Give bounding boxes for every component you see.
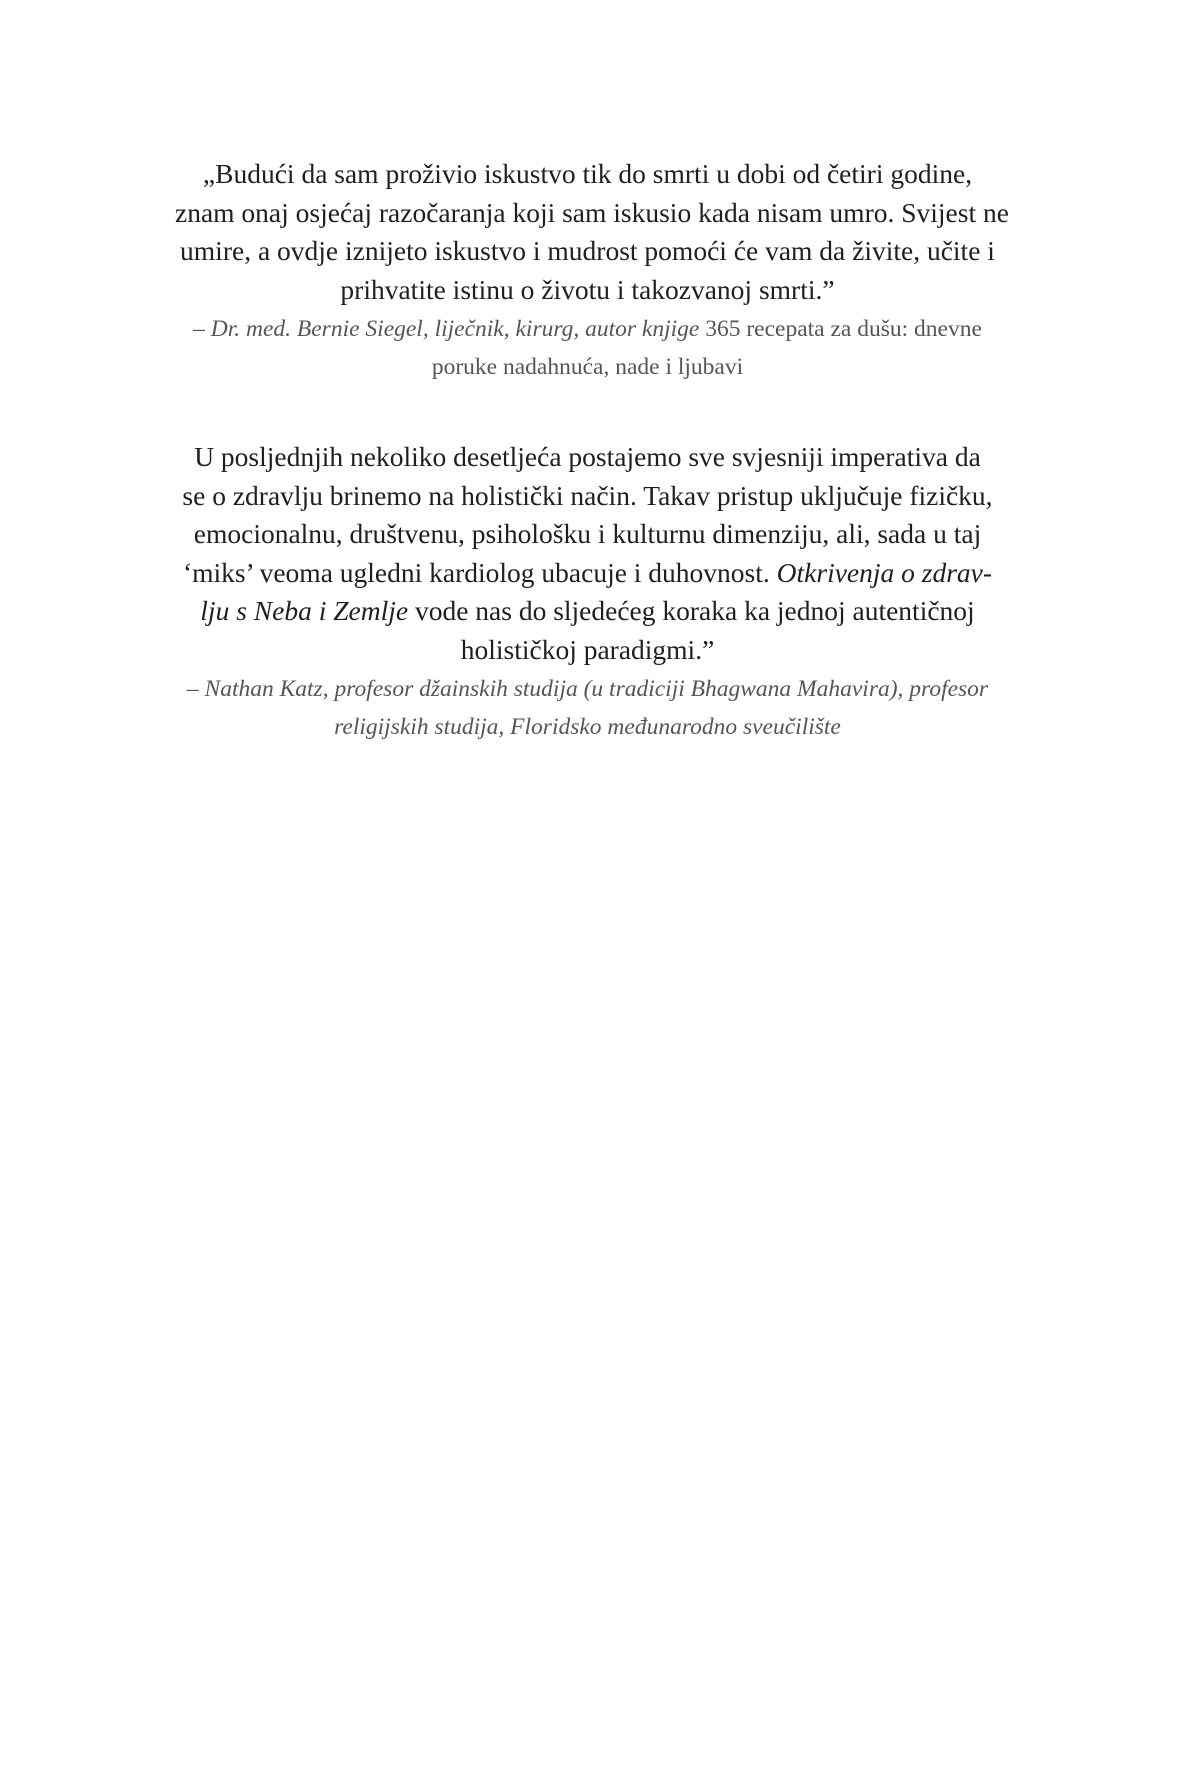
quote-line: emocionalnu, društvenu, psihološku i kulturnu dimenziju, ali, sada u taj: [193, 518, 982, 549]
book-title: Otkrivenja o zdrav-: [776, 556, 993, 588]
quote-line-text: vode nas do sljedećeg koraka ka jednoj autentičnoj: [408, 595, 975, 626]
quote-line: [175, 554, 1000, 593]
attribution-line: – Nathan Katz, profesor džainskih studija (u tradiciji Bhagwana Mahavira), profesor: [186, 676, 989, 702]
testimonial-attribution: [175, 671, 1000, 746]
quote-line: holističkoj paradigmi.”: [460, 633, 715, 665]
quote-line: [175, 592, 1000, 631]
attribution-line: [175, 311, 1000, 349]
testimonial-attribution: [175, 311, 1000, 386]
quote-line: U posljednjih nekoliko desetljeća postajemo sve svjesniji imperativa da: [194, 441, 981, 472]
quote-line-text: ‘miks’ veoma ugledni kardiolog ubacuje i duhovnost.: [182, 556, 777, 588]
testimonial-quote: [175, 438, 1000, 669]
quote-line: znam onaj osjećaj razočaranja koji sam iskusio kada nisam umro. Svijest ne: [175, 196, 1009, 228]
testimonial-siegel: [175, 155, 1009, 386]
testimonial-katz: [175, 438, 1000, 746]
attribution-line: religijskih studija, Floridsko međunarodno sveučilište: [334, 713, 841, 740]
quote-line: umire, a ovdje iznijeto iskustvo i mudrost pomoći će vam da živite, učite i: [180, 235, 995, 266]
attribution-author: – Dr. med. Bernie Siegel, liječnik, kirurg, autor knjige: [193, 316, 700, 342]
quote-line: prihvatite istinu o životu i takozvanoj smrti.”: [340, 273, 835, 305]
attribution-line: poruke nadahnuća, nade i ljubavi: [431, 353, 744, 380]
quote-line: se o zdravlju brinemo na holistički način. Takav pristup uključuje fizičku,: [182, 479, 993, 511]
attribution-book-title: 365 recepata za dušu: dnevne: [699, 316, 982, 342]
book-title: lju s Neba i Zemlje: [200, 595, 409, 626]
quote-line: „Budući da sam proživio iskustvo tik do smrti u dobi od četiri godine,: [202, 158, 973, 189]
testimonial-quote: [175, 155, 1009, 309]
